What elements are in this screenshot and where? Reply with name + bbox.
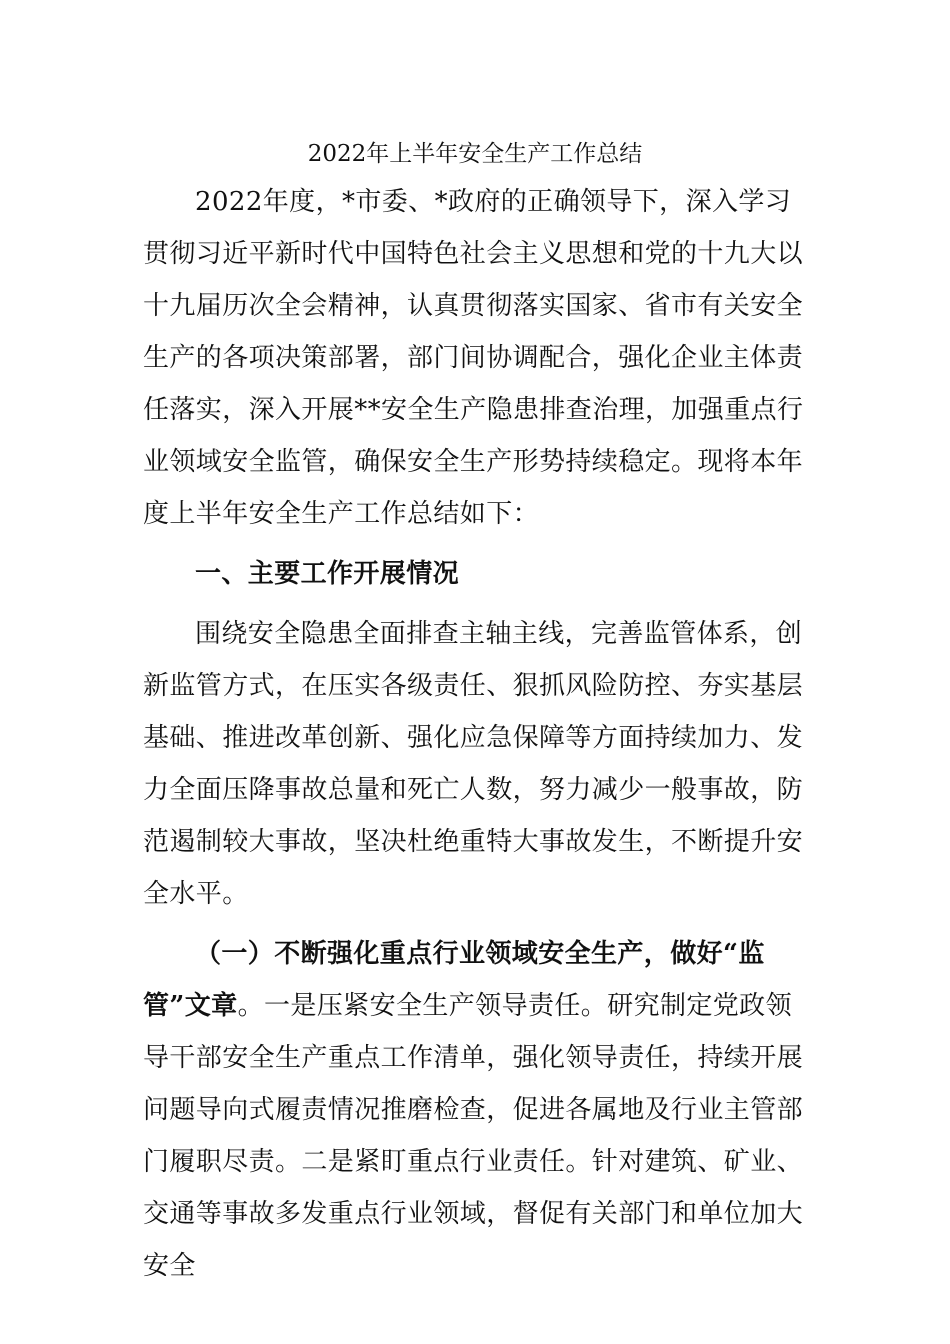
intro-paragraph: 2022年度，*市委、*政府的正确领导下，深入学习贯彻习近平新时代中国特色社会主义思想和党的十九大以十九届历次全会精神，认真贯彻落实国家、省市有关安全生产的各项决策部署，部门间协调配合，强化企业主体责任落实，深入开展**安全生产隐患排查治理，加强重点行业领域安全监管，确保安全生产形势持续稳定。现将本年度上半年安全生产工作总结如下：	[143, 187, 804, 529]
spacer	[143, 540, 808, 548]
spacer	[143, 600, 808, 608]
subsection-paragraph	[143, 928, 808, 1292]
subsection-heading: （一）不断强化重点行业领域安全生产，做好“监管”文章	[143, 939, 765, 1021]
document-title: 2022年上半年安全生产工作总结	[307, 141, 643, 167]
document-body	[143, 176, 808, 1292]
section-heading: 一、主要工作开展情况	[195, 559, 460, 589]
spacer	[143, 920, 808, 928]
section-paragraph: 围绕安全隐患全面排查主轴主线，完善监管体系，创新监管方式，在压实各级责任、狠抓风险防控、夯实基层基础、推进改革创新、强化应急保障等方面持续加力、发力全面压降事故总量和死亡人数，努力减少一般事故，防范遏制较大事故，坚决杜绝重特大事故发生，不断提升安全水平。	[143, 619, 804, 909]
subsection-body: 。一是压紧安全生产领导责任。研究制定党政领导干部安全生产重点工作清单，强化领导责任，持续开展问题导向式履责情况推磨检查，促进各属地及行业主管部门履职尽责。二是紧盯重点行业责任。针对建筑、矿业、交通等事故多发重点行业领域，督促有关部门和单位加大安全	[143, 991, 804, 1281]
